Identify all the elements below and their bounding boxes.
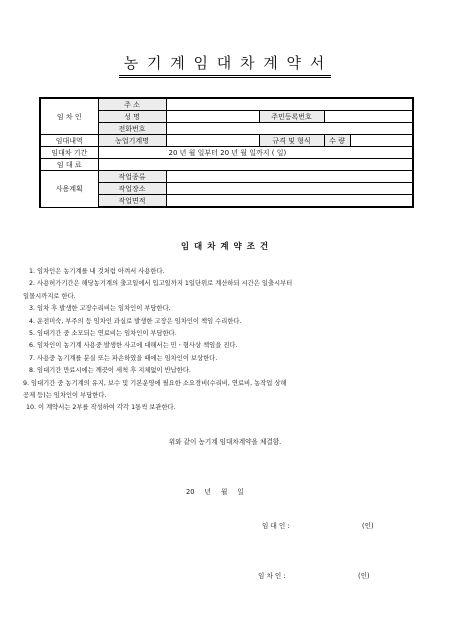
phone-field[interactable] [166, 123, 413, 135]
term-item: 6. 임차인이 농기계 사용중 발생한 사고에 대해서는 민ㆍ형사상 책임을 진다. [29, 342, 238, 350]
lessee-seal[interactable]: (인) [358, 572, 370, 580]
lessee-signature-line [258, 570, 370, 580]
contract-date[interactable]: 20 년 월 일 [186, 488, 244, 496]
rrn-label: 주민등록번호 [259, 111, 324, 123]
term-item: 2. 사용허가기간은 해당농기계의 출고일에서 입고일까지 1일단위로 계산하되 시간은 일출시부터 [29, 280, 293, 288]
work-area-field[interactable] [166, 195, 413, 208]
address-field[interactable] [166, 98, 413, 111]
term-item: 9. 임대기간 중 농기계의 유지, 보수 및 기본운영에 필요한 소요경비(수리비, 연료비, 농작업 상해 [23, 379, 287, 387]
term-item: 1. 임차인은 농기계를 내 것처럼 아껴서 사용한다. [29, 268, 165, 275]
term-item: 3. 임차 후 발생한 고장수리비는 임차인이 부담한다. [29, 305, 171, 313]
lessor-seal[interactable]: (인) [362, 522, 374, 530]
term-item: 공제 등)는 임차인이 부담한다. [23, 392, 107, 400]
period-label: 임대차 기간 [40, 147, 98, 159]
work-area-label: 작업면적 [98, 195, 166, 208]
title-underline [119, 75, 331, 76]
lease-details-label: 임대내역 [40, 135, 98, 147]
work-place-label: 작업장소 [98, 183, 166, 195]
lessor-signature-line [262, 520, 374, 530]
term-item: 8. 임대기간 만료시에는 깨끗이 세척 후 지체없이 반납한다. [29, 367, 191, 375]
lessee-sign-label: 임 차 인 : [258, 572, 286, 580]
term-item: 5. 임대기간 중 소모되는 연료비는 임차인이 부담한다. [29, 330, 177, 338]
work-type-field[interactable] [166, 171, 413, 183]
spec-label: 규격 및 형식 [259, 135, 324, 147]
terms-list [23, 266, 415, 415]
address-label: 주 소 [98, 98, 166, 111]
confirmation-text: 위와 같이 농기계 임대차계약을 체결함. [168, 438, 282, 446]
work-type-label: 작업종류 [98, 171, 166, 183]
machine-name-label: 농업기계명 [98, 135, 166, 147]
rrn-field[interactable] [324, 111, 413, 123]
lessee-label: 임 차 인 [40, 98, 98, 135]
phone-label: 전화번호 [98, 123, 166, 135]
machine-name-field[interactable] [166, 135, 259, 147]
fee-label: 임 대 료 [40, 159, 98, 171]
title-underline [119, 77, 331, 78]
contract-form-table [39, 97, 414, 208]
fee-field[interactable] [98, 159, 413, 171]
quantity-label: 수 량 [324, 135, 350, 147]
term-item: 일몰시까지로 한다. [23, 292, 76, 300]
period-field[interactable]: 20 년 월 일부터 20 년 월 일까지 ( 일) [98, 147, 413, 159]
terms-title: 임 대 차 계 약 조 건 [180, 242, 270, 252]
term-item: 4. 운전미숙, 부주의 등 임차인 과실로 발생한 고장은 임차인이 책임 수리한다. [29, 317, 242, 325]
work-place-field[interactable] [166, 183, 413, 195]
quantity-field[interactable] [350, 135, 413, 147]
name-field[interactable] [166, 111, 259, 123]
term-item: 10. 이 계약서는 2부를 작성하여 각각 1통씩 보관한다. [26, 404, 176, 412]
term-item: 7. 사용중 농기계를 분실 또는 파손하였을 때에는 임차인이 보상한다. [29, 354, 218, 362]
name-label: 성 명 [98, 111, 166, 123]
document-title: 농 기 계 임 대 차 계 약 서 [123, 54, 327, 72]
lessor-label: 임 대 인 : [262, 522, 290, 530]
usage-plan-label: 사용계획 [40, 171, 98, 208]
